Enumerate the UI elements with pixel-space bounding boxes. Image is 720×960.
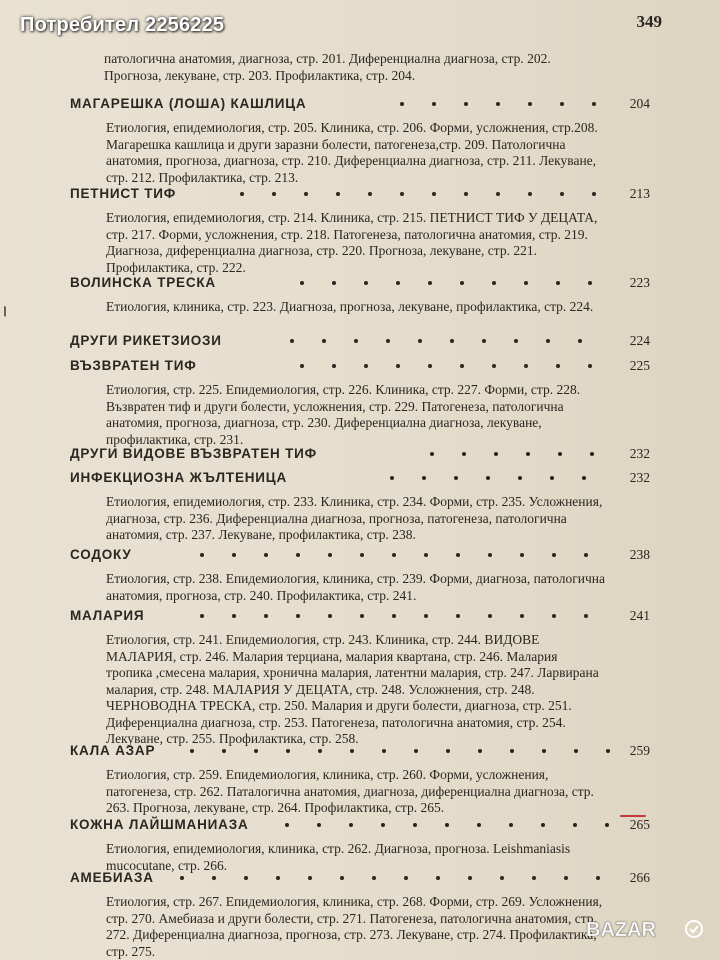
leader-dot — [190, 749, 194, 753]
entry-title: КОЖНА ЛАЙШМАНИАЗА — [70, 817, 249, 832]
leader-dot — [382, 749, 386, 753]
entry-title: МАЛАРИЯ — [70, 608, 145, 623]
leader-dot — [432, 192, 436, 196]
leader-dot — [340, 876, 344, 880]
leader-dot — [318, 749, 322, 753]
entry-page: 224 — [629, 333, 650, 348]
entry-page: 225 — [629, 358, 650, 373]
leader-dot — [349, 823, 353, 827]
svg-text:BAZAR: BAZAR — [586, 919, 656, 941]
leader-dot — [552, 614, 556, 618]
leader-dot — [424, 614, 428, 618]
leader-dot — [509, 823, 513, 827]
toc-entry — [70, 333, 650, 353]
leader-dot — [518, 476, 522, 480]
leader-dot — [254, 749, 258, 753]
leader-dot — [552, 553, 556, 557]
leader-dot — [180, 876, 184, 880]
leader-dot — [396, 364, 400, 368]
leader-dot — [592, 102, 596, 106]
red-pen-mark — [620, 815, 646, 817]
leader-dot — [546, 339, 550, 343]
user-overlay-label: Потребител 2256225 — [20, 14, 225, 36]
entry-description: Етиология, стр. 267. Епидемиология, клиника, стр. 268. Форми, стр. 269. Усложнения, стр. 270. Амебиаза и други болести, стр. 271. Патогенеза, патологична анатомия, стр. 272. Диференциална диагноза, прогноза, стр. 273. Лекуване, стр. 274. Профилактика, стр. 275. — [106, 894, 603, 959]
leader-dot — [528, 192, 532, 196]
leader-dot — [564, 876, 568, 880]
leader-dot — [478, 749, 482, 753]
toc-entry — [70, 446, 650, 466]
entry-title: СОДОКУ — [70, 547, 132, 562]
toc-entry — [70, 817, 650, 874]
leader-dot — [300, 364, 304, 368]
entry-description: Етиология, клиника, стр. 223. Диагноза, прогноза, лекуване, профилактика, стр. 224. — [106, 299, 594, 314]
leader-dot — [520, 553, 524, 557]
entry-title: ИНФЕКЦИОЗНА ЖЪЛТЕНИЦА — [70, 470, 288, 485]
leader-dot — [350, 749, 354, 753]
leader-dot — [264, 614, 268, 618]
leader-dot — [496, 102, 500, 106]
leader-dot — [542, 749, 546, 753]
leader-dot — [584, 553, 588, 557]
leader-dot — [232, 553, 236, 557]
leader-dot — [510, 749, 514, 753]
leader-dot — [550, 476, 554, 480]
leader-dot — [296, 553, 300, 557]
leader-dot — [336, 192, 340, 196]
leader-dot — [488, 614, 492, 618]
leader-dots — [290, 339, 610, 345]
leader-dot — [494, 452, 498, 456]
entry-title: ПЕТНИСТ ТИФ — [70, 186, 177, 201]
leader-dot — [232, 614, 236, 618]
leader-dot — [584, 614, 588, 618]
entry-page: 241 — [629, 608, 650, 623]
leader-dots — [180, 876, 610, 882]
leader-dots — [400, 102, 610, 108]
leader-dot — [528, 102, 532, 106]
toc-entry — [70, 275, 650, 316]
watermark-logo-icon — [586, 914, 704, 944]
leader-dot — [240, 192, 244, 196]
leader-dot — [460, 281, 464, 285]
leader-dot — [200, 553, 204, 557]
leader-dots — [390, 476, 610, 482]
leader-dot — [381, 823, 385, 827]
toc-entry — [70, 608, 650, 748]
leader-dot — [430, 452, 434, 456]
leader-dot — [574, 749, 578, 753]
intro-text: патологична анатомия, диагноза, стр. 201. Диференциална диагноза, стр. 202. Прогноза, лекуване, стр. 203. Профилактика, стр. 204. — [104, 51, 551, 83]
leader-dot — [605, 823, 609, 827]
entry-description: Етиология, епидемиология, клиника, стр. 262. Диагноза, прогноза. Leishmaniasis mucocutane, стр. 266. — [106, 841, 571, 873]
leader-dot — [446, 749, 450, 753]
leader-dot — [364, 364, 368, 368]
leader-dot — [541, 823, 545, 827]
leader-dot — [332, 281, 336, 285]
leader-dot — [428, 281, 432, 285]
leader-dot — [386, 339, 390, 343]
leader-dot — [573, 823, 577, 827]
leader-dot — [450, 339, 454, 343]
entry-page: 266 — [629, 870, 650, 885]
leader-dot — [445, 823, 449, 827]
leader-dot — [514, 339, 518, 343]
leader-dot — [400, 192, 404, 196]
leader-dot — [428, 364, 432, 368]
leader-dot — [354, 339, 358, 343]
leader-dot — [588, 364, 592, 368]
leader-dot — [276, 876, 280, 880]
leader-dot — [308, 876, 312, 880]
entry-description: Етиология, стр. 238. Епидемиология, клиника, стр. 239. Форми, диагноза, патологична анатомия, прогноза, стр. 240. Профилактика, стр. 241. — [106, 571, 605, 603]
leader-dot — [328, 614, 332, 618]
leader-dot — [422, 476, 426, 480]
leader-dot — [424, 553, 428, 557]
leader-dot — [532, 876, 536, 880]
leader-dot — [556, 364, 560, 368]
entry-page: 213 — [629, 186, 650, 201]
entry-page: 265 — [629, 817, 650, 832]
leader-dot — [392, 553, 396, 557]
toc-entry — [70, 358, 650, 448]
leader-dot — [482, 339, 486, 343]
entry-page: 232 — [629, 446, 650, 461]
leader-dot — [454, 476, 458, 480]
toc-entry — [70, 470, 650, 544]
leader-dot — [592, 192, 596, 196]
leader-dot — [526, 452, 530, 456]
leader-dots — [430, 452, 610, 458]
leader-dot — [432, 102, 436, 106]
leader-dot — [477, 823, 481, 827]
leader-dot — [558, 452, 562, 456]
leader-dot — [264, 553, 268, 557]
leader-dot — [296, 614, 300, 618]
leader-dot — [222, 749, 226, 753]
entry-title: АМЕБИАЗА — [70, 870, 154, 885]
leader-dots — [190, 749, 610, 755]
leader-dot — [212, 876, 216, 880]
leader-dot — [286, 749, 290, 753]
leader-dot — [414, 749, 418, 753]
page-number: 349 — [636, 12, 662, 31]
leader-dot — [496, 192, 500, 196]
leader-dot — [400, 102, 404, 106]
entry-description: Етиология, епидемиология, стр. 233. Клиника, стр. 234. Форми, стр. 235. Усложнения, диагноза, стр. 236. Диференциална диагноза, прогноза, патогенеза, патологична анатомия, стр. 237. Лекуване, профилактика, стр. 238. — [106, 494, 603, 542]
leader-dot — [524, 364, 528, 368]
leader-dot — [456, 553, 460, 557]
leader-dot — [464, 192, 468, 196]
entry-title: ДРУГИ ВИДОВЕ ВЪЗВРАТЕН ТИФ — [70, 446, 317, 461]
entry-page: 238 — [629, 547, 650, 562]
leader-dots — [200, 553, 610, 559]
leader-dot — [364, 281, 368, 285]
leader-dot — [500, 876, 504, 880]
leader-dot — [560, 192, 564, 196]
toc-entry — [70, 547, 650, 604]
leader-dot — [590, 452, 594, 456]
leader-dot — [332, 364, 336, 368]
watermark-logo — [586, 914, 704, 950]
leader-dot — [606, 749, 610, 753]
leader-dot — [468, 876, 472, 880]
entry-description: Етиология, епидемиология, стр. 205. Клиника, стр. 206. Форми, усложнения, стр.208. Магарешка кашлица и други заразни болести, патогенеза,стр. 209. Патологична анатомия, прогноза, диагноза, стр. 210. Диференциална диагноза, стр. 211. Лекуване, стр. 212. Профилактика, стр. 213. — [106, 120, 598, 185]
leader-dot — [392, 614, 396, 618]
leader-dot — [304, 192, 308, 196]
entry-description: Етиология, стр. 259. Епидемиология, клиника, стр. 260. Форми, усложнения, патогенеза, стр. 262. Паталогична анатомия, диагноза, диференциална диагноза, стр. 263. Прогноза, лекуване, стр. 264. Профилактика, стр. 265. — [106, 767, 594, 815]
leader-dot — [413, 823, 417, 827]
leader-dot — [272, 192, 276, 196]
leader-dot — [300, 281, 304, 285]
entry-title: ВЪЗВРАТЕН ТИФ — [70, 358, 197, 373]
entry-page: 223 — [629, 275, 650, 290]
leader-dot — [290, 339, 294, 343]
entry-title: ВОЛИНСКА ТРЕСКА — [70, 275, 216, 290]
entry-title: МАГАРЕШКА (ЛОША) КАШЛИЦА — [70, 96, 307, 111]
leader-dot — [436, 876, 440, 880]
entry-title: КАЛА АЗАР — [70, 743, 156, 758]
leader-dot — [560, 102, 564, 106]
entry-page: 204 — [629, 96, 650, 111]
toc-entry — [70, 870, 650, 960]
leader-dots — [200, 614, 610, 620]
toc-entry — [70, 743, 650, 817]
leader-dot — [360, 614, 364, 618]
leader-dot — [328, 553, 332, 557]
leader-dot — [460, 364, 464, 368]
leader-dots — [300, 281, 610, 287]
leader-dot — [462, 452, 466, 456]
entry-page: 259 — [629, 743, 650, 758]
leader-dots — [300, 364, 610, 370]
entry-title: ДРУГИ РИКЕТЗИОЗИ — [70, 333, 222, 348]
entry-description: Етиология, стр. 225. Епидемиология, стр. 226. Клиника, стр. 227. Форми, стр. 228. Възвратен тиф и други болести, усложнения, стр. 229. Патогенеза, патологична анатомия, прогноза, диагноза, стр. 230. Диференциална диагноза, лекуване, профилактика, стр. 231. — [106, 382, 581, 447]
margin-mark — [4, 306, 12, 321]
leader-dot — [418, 339, 422, 343]
leader-dot — [596, 876, 600, 880]
entry-description: Етиология, епидемиология, стр. 214. Клиника, стр. 215. ПЕТНИСТ ТИФ У ДЕЦАТА, стр. 217. Форми, усложнения, стр. 218. Патогенеза, патологична анатомия, стр. 219. Диагноза, диференциална диагноза, стр. 220. Прогноза, лекуване, стр. 221. Профилактика, стр. 222. — [106, 210, 598, 275]
leader-dot — [464, 102, 468, 106]
leader-dot — [390, 476, 394, 480]
leader-dot — [492, 281, 496, 285]
leader-dot — [317, 823, 321, 827]
leader-dot — [582, 476, 586, 480]
leader-dot — [360, 553, 364, 557]
toc-entry — [70, 186, 650, 276]
leader-dot — [200, 614, 204, 618]
entry-page: 232 — [629, 470, 650, 485]
leader-dot — [524, 281, 528, 285]
leader-dot — [520, 614, 524, 618]
entry-description: Етиология, стр. 241. Епидемиология, стр. 243. Клиника, стр. 244. ВИДОВЕ МАЛАРИЯ, стр. 246. Малария терциана, малария квартана, стр. 246. Малария тропика ,смесена малария, хронична малария, латентни малария, стр. 247. Ларвирана малария, стр. 248. МАЛАРИЯ У ДЕЦАТА, стр. 248. Усложнения, стр. 248. ЧЕРНОВОДНА ТРЕСКА, стр. 250. Малария и други болести, диагноза, стр. 251. Диференциална диагноза, стр. 253. Патогенеза, патологична анатомия, стр. 254. Лекуване, стр. 255. Профилактика, стр. 258. — [106, 632, 599, 746]
leader-dot — [372, 876, 376, 880]
toc-entry — [70, 96, 650, 186]
leader-dots — [285, 823, 610, 829]
leader-dot — [556, 281, 560, 285]
leader-dot — [322, 339, 326, 343]
leader-dot — [368, 192, 372, 196]
leader-dot — [492, 364, 496, 368]
leader-dot — [486, 476, 490, 480]
leader-dot — [488, 553, 492, 557]
leader-dot — [456, 614, 460, 618]
leader-dot — [244, 876, 248, 880]
leader-dots — [240, 192, 610, 198]
leader-dot — [588, 281, 592, 285]
leader-dot — [285, 823, 289, 827]
leader-dot — [396, 281, 400, 285]
leader-dot — [578, 339, 582, 343]
leader-dot — [404, 876, 408, 880]
